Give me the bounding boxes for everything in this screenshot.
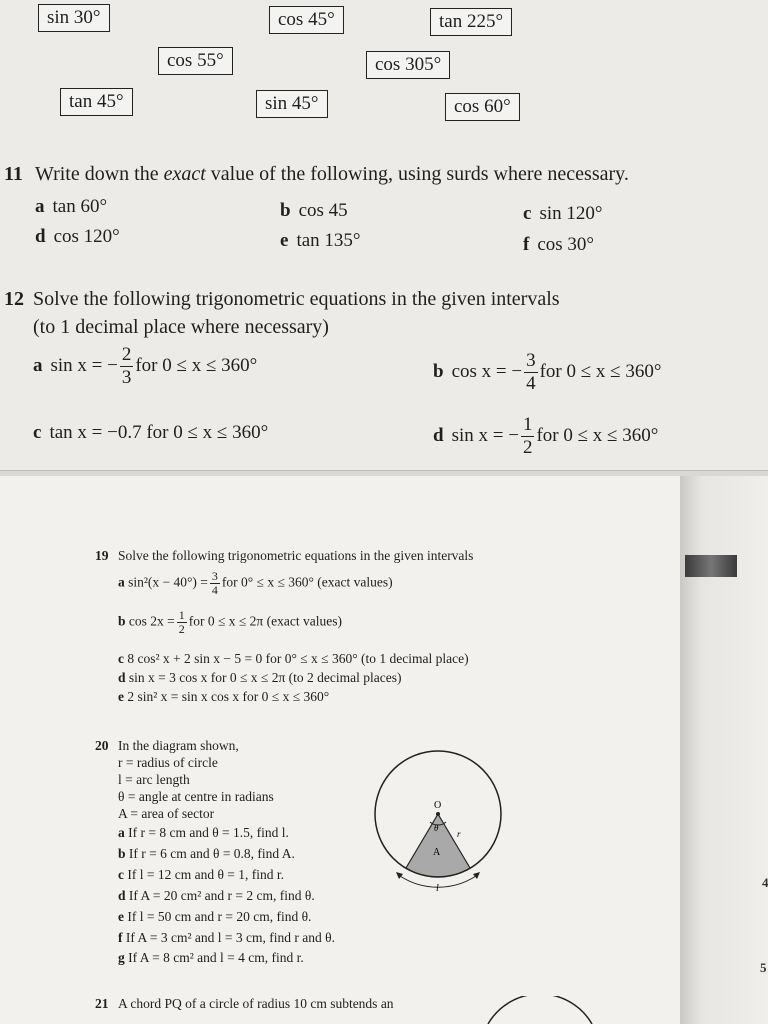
lower-page: [0, 476, 690, 1024]
centre-point: [436, 812, 440, 816]
fraction: $\frac{1}{2}$: [522, 414, 533, 458]
question-part: d cos 120°: [35, 226, 120, 247]
fraction: $\frac{2}{3}$: [121, 344, 132, 388]
question-part: e If l = 50 cm and r = 20 cm, find θ.: [118, 909, 312, 924]
expression-box: sin 45°: [256, 90, 328, 118]
question-text: In the diagram shown,: [118, 738, 239, 753]
definition-line: θ = angle at centre in radians: [118, 789, 274, 804]
question-part: a tan 60°: [35, 196, 108, 217]
expression-box: tan 45°: [60, 88, 133, 116]
definition-line: l = arc length: [118, 772, 190, 787]
fraction: $\frac{1}{2}$: [178, 608, 185, 636]
page-number: 4: [762, 875, 768, 890]
centre-label: O: [434, 800, 442, 811]
expression-box: cos 45°: [269, 6, 344, 34]
question-number: 12: [4, 288, 24, 310]
area-label: A: [433, 847, 441, 858]
question-part: f cos 30°: [523, 234, 595, 255]
question-part: c tan x = −0.7 for 0 ≤ x ≤ 360°: [33, 422, 269, 443]
question-text: A chord PQ of a circle of radius 10 cm subtends an: [118, 996, 394, 1011]
question-part: b cos 45: [280, 200, 348, 221]
question-text: (to 1 decimal place where necessary): [33, 316, 329, 338]
circle-outline: [488, 996, 592, 1024]
question-number: 21: [95, 996, 109, 1011]
arc-label: l: [436, 883, 439, 894]
question-part: b If r = 6 cm and θ = 0.8, find A.: [118, 846, 295, 861]
question-part: d sin x = 3 cos x for 0 ≤ x ≤ 2π (to 2 decimal places): [118, 670, 402, 685]
question-part: d sin x = − $\frac{1}{2}$ for 0 ≤ x ≤ 360°: [433, 414, 659, 458]
expression-box: cos 305°: [366, 51, 450, 79]
page-tab: [685, 555, 737, 577]
expression-box: cos 55°: [158, 47, 233, 75]
question-part: b cos x = − $\frac{3}{4}$ for 0 ≤ x ≤ 360°: [433, 350, 662, 394]
question-text: Solve the following trigonometric equations in the given intervals: [33, 288, 560, 310]
question-text: Write down the exact value of the following, using surds where necessary.: [35, 163, 629, 185]
definition-line: A = area of sector: [118, 806, 215, 821]
question-part: e 2 sin² x = sin x cos x for 0 ≤ x ≤ 360°: [118, 689, 330, 704]
expression-box: tan 225°: [430, 8, 512, 36]
angle-label: θ: [434, 823, 439, 833]
page-number: 5: [760, 960, 767, 975]
chord-circle-diagram: [480, 996, 600, 1024]
arrow-left-icon: [396, 872, 403, 879]
sector-diagram: [370, 744, 510, 894]
question-number: 19: [95, 548, 109, 563]
question-part: c 8 cos² x + 2 sin x − 5 = 0 for 0° ≤ x ≤ 360° (to 1 decimal place): [118, 651, 469, 666]
question-part: d If A = 20 cm² and r = 2 cm, find θ.: [118, 888, 315, 903]
question-part: c If l = 12 cm and θ = 1, find r.: [118, 867, 285, 882]
expression-box: sin 30°: [38, 4, 110, 32]
question-part: g If A = 8 cm² and l = 4 cm, find r.: [118, 950, 304, 965]
definition-line: r = radius of circle: [118, 755, 218, 770]
question-part: a sin x = − $\frac{2}{3}$ for 0 ≤ x ≤ 360°: [33, 344, 258, 388]
upper-page: [0, 0, 768, 470]
fraction: $\frac{3}{4}$: [211, 569, 218, 597]
question-part: a sin²(x − 40°) = $\frac{3}{4}$ for 0° ≤ x ≤ 360° (exact values): [118, 569, 393, 597]
question-number: 20: [95, 738, 109, 753]
expression-box: cos 60°: [445, 93, 520, 121]
question-part: a If r = 8 cm and θ = 1.5, find l.: [118, 825, 289, 840]
question-part: c sin 120°: [523, 203, 603, 224]
question-text: Solve the following trigonometric equations in the given intervals: [118, 548, 474, 563]
question-number: 11: [4, 163, 23, 185]
question-part: f If A = 3 cm² and l = 3 cm, find r and θ.: [118, 930, 335, 945]
question-part: e tan 135°: [280, 230, 361, 251]
fraction: $\frac{3}{4}$: [526, 350, 536, 394]
arrow-right-icon: [473, 872, 480, 879]
question-part: b cos 2x = $\frac{1}{2}$ for 0 ≤ x ≤ 2π (exact values): [118, 608, 342, 636]
radius-label: r: [457, 829, 461, 839]
